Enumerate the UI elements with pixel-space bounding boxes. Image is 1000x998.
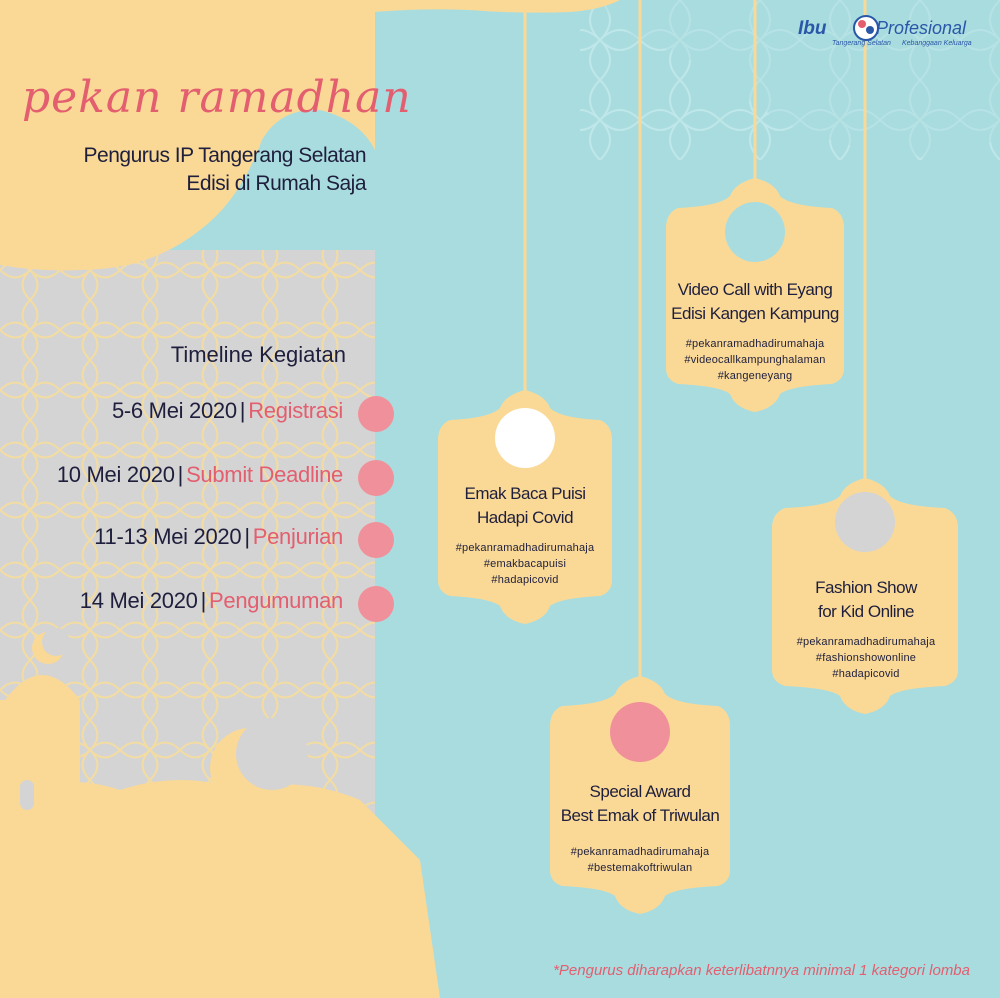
timeline-event: Pengumuman	[209, 588, 343, 613]
logo-region: Tangerang Selatan	[832, 40, 891, 47]
logo	[798, 14, 978, 58]
lantern-title	[774, 576, 958, 624]
timeline-item	[80, 588, 343, 614]
subtitle-line-1: Pengurus IP Tangerang Selatan	[83, 144, 366, 167]
lantern-title-line: Emak Baca Puisi	[464, 484, 586, 503]
lantern-title-line: Best Emak of Triwulan	[560, 806, 720, 825]
logo-brand-left: Ibu	[798, 18, 827, 39]
timeline-item	[94, 524, 343, 550]
lantern-title	[440, 482, 610, 530]
hashtag: #kangeneyang	[717, 370, 793, 382]
timeline-event: Penjurian	[252, 524, 343, 549]
timeline-event: Submit Deadline	[186, 462, 343, 487]
timeline-date: 5-6 Mei 2020	[111, 398, 237, 423]
logo-brand-right: Profesional	[876, 18, 967, 38]
timeline-date: 10 Mei 2020	[56, 462, 175, 487]
timeline-item	[112, 398, 343, 424]
lantern-circle-pink	[610, 702, 670, 762]
hashtag: #hadapicovid	[832, 668, 900, 680]
page-title: pekan ramadhan	[22, 72, 412, 123]
lantern-title-line: Special Award	[589, 782, 691, 801]
lantern-circle-white	[495, 408, 555, 468]
logo-tagline: Kebanggaan Keluarga	[902, 40, 972, 47]
timeline-separator: |	[177, 462, 184, 487]
timeline-separator: |	[239, 398, 246, 423]
lantern-title	[666, 278, 844, 326]
lantern-hashtags	[666, 336, 844, 384]
hashtag: #pekanramadhadirumahaja	[570, 846, 710, 858]
hashtag: #fashionshowonline	[815, 652, 917, 664]
timeline-heading: Timeline Kegiatan	[170, 342, 346, 367]
timeline-date: 11-13 Mei 2020	[94, 524, 242, 549]
lantern-title-line: Video Call with Eyang	[677, 280, 833, 299]
hashtag: #pekanramadhadirumahaja	[455, 542, 595, 554]
footnote: *Pengurus diharapkan keterlibatnnya minimal 1 kategori lomba	[553, 962, 970, 979]
hashtag: #bestemakoftriwulan	[587, 862, 693, 874]
hashtag: #pekanramadhadirumahaja	[685, 338, 825, 350]
lantern-title-line: Edisi Kangen Kampung	[671, 304, 839, 323]
timeline-dot	[358, 460, 394, 496]
timeline-separator: |	[244, 524, 250, 549]
timeline-item	[57, 462, 343, 488]
lantern-video-call-eyang	[666, 278, 844, 384]
timeline-separator: |	[200, 588, 207, 613]
subtitle-line-2: Edisi di Rumah Saja	[186, 172, 366, 195]
hashtag: #videocallkampunghalaman	[684, 354, 826, 366]
lantern-fashion-show	[774, 576, 958, 682]
timeline-event: Registrasi	[248, 398, 343, 423]
lantern-title	[552, 780, 728, 828]
lantern-special-award	[552, 780, 728, 876]
lantern-title-line: Hadapi Covid	[476, 508, 574, 527]
lantern-hashtags	[440, 540, 610, 588]
hashtag: #hadapicovid	[491, 574, 559, 586]
timeline-dot	[358, 586, 394, 622]
lantern-emak-baca-puisi	[440, 482, 610, 588]
timeline-dot	[358, 522, 394, 558]
timeline-date: 14 Mei 2020	[79, 588, 198, 613]
lantern-title-line: for Kid Online	[818, 602, 914, 621]
hashtag: #pekanramadhadirumahaja	[796, 636, 936, 648]
timeline-dot	[358, 396, 394, 432]
lantern-hashtags	[552, 844, 728, 876]
lantern-circle-grey	[835, 492, 895, 552]
lantern-hashtags	[774, 634, 958, 682]
lantern-circle-teal	[725, 202, 785, 262]
hashtag: #emakbacapuisi	[483, 558, 567, 570]
lantern-title-line: Fashion Show	[815, 578, 917, 597]
